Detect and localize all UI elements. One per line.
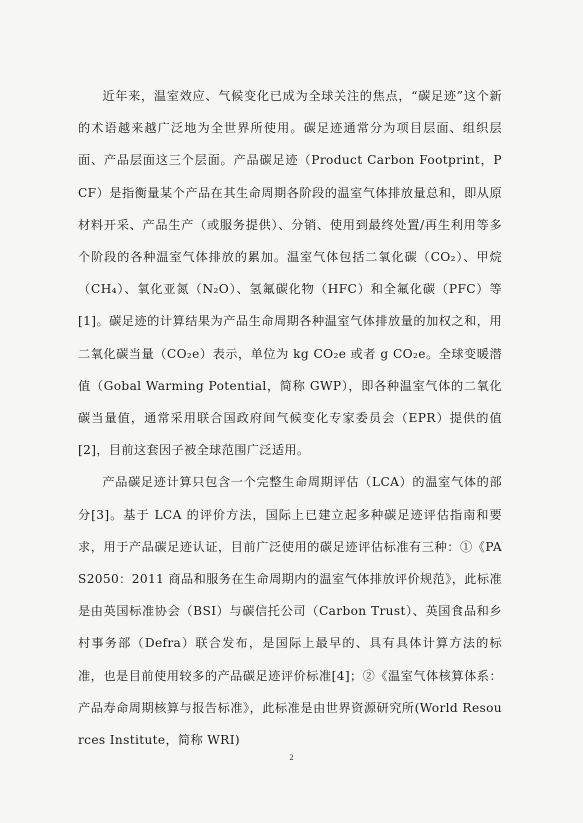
paragraph-1: 近年来，温室效应、气候变化已成为全球关注的焦点，“碳足迹”这个新的术语越来越广泛地为全世界所使用。碳足迹通常分为项目层面、组织层面、产品层面这三个层面。产品碳足迹（Product Carbon Footprint，PCF）是指衡量某个产品在其生命周期各阶段的温室气体排放量总和，即从原材料开采、产品生产（或服务提供）、分销、使用到最终处置/再生利用等多个阶段的各种温室气体排放的累加。温室气体包括二氧化碳（CO₂）、甲烷（CH₄）、氧化亚氮（N₂O）、氢氟碳化物（HFC）和全氟化碳（PFC）等[1]。碳足迹的计算结果为产品生命周期各种温室气体排放量的加权之和，用二氧化碳当量（CO₂e）表示，单位为 kg CO₂e 或者 g CO₂e。全球变暖潜值（Gobal Warming Potential，简称 GWP），即各种温室气体的二氧化碳当量值，通常采用联合国政府间气候变化专家委员会（EPR）提供的值[2]，目前这套因子被全球范围广泛适用。 <box>78 89 502 458</box>
page-number: 2 <box>289 753 294 762</box>
paragraph-2: 产品碳足迹计算只包含一个完整生命周期评估（LCA）的温室气体的部分[3]。基于 LCA 的评价方法，国际上已建立起多种碳足迹评估指南和要求，用于产品碳足迹认证，目前广泛使用的碳足迹评估标准有三种：①《PAS2050：2011 商品和服务在生命周期内的温室气体排放评价规范》，此标准是由英国标准协会（BSI）与碳信托公司（Carbon Trust）、英国食品和乡村事务部（Defra）联合发布，是国际上最早的、具有具体计算方法的标准，也是目前使用较多的产品碳足迹评价标准[4]；②《温室气体核算体系：产品寿命周期核算与报告标准》，此标准是由世界资源研究所(World Resources Institute，简称 WRI) <box>78 475 502 748</box>
body-text <box>78 80 502 756</box>
